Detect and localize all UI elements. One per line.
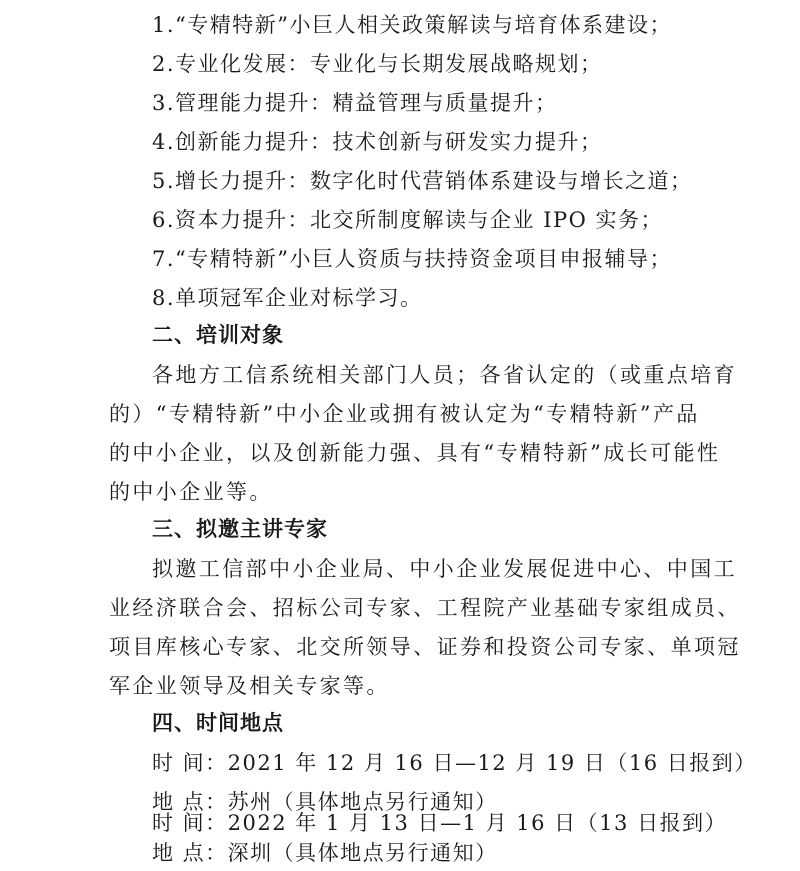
paragraph-line: 各地方工信系统相关部门人员；各省认定的（或重点培育	[152, 363, 737, 387]
list-item-5: 5.增长力提升：数字化时代营销体系建设与增长之道；	[152, 169, 693, 193]
list-item-6: 6.资本力提升：北交所制度解读与企业 IPO 实务；	[152, 208, 664, 232]
schedule-place-line: 地 点：苏州（具体地点另行通知）	[152, 790, 498, 814]
section-heading-experts: 三、拟邀主讲专家	[152, 517, 328, 541]
schedule-place-line: 地 点：深圳（具体地点另行通知）	[152, 841, 498, 865]
list-item-2: 2.专业化发展：专业化与长期发展战略规划；	[152, 52, 603, 76]
schedule-time-line: 时 间：2022 年 1 月 13 日—1 月 16 日（13 日报到）	[152, 811, 728, 835]
list-item-8: 8.单项冠军企业对标学习。	[152, 286, 423, 310]
paragraph-line: 的中小企业等。	[109, 480, 273, 504]
section-heading-training-target: 二、培训对象	[152, 323, 284, 347]
list-item-3: 3.管理能力提升：精益管理与质量提升；	[152, 91, 558, 115]
schedule-time-line: 时 间：2021 年 12 月 16 日—12 月 19 日（16 日报到）	[152, 751, 757, 775]
list-item-7: 7.“专精特新”小巨人资质与扶持资金项目申报辅导；	[152, 247, 673, 271]
list-item-4: 4.创新能力提升：技术创新与研发实力提升；	[152, 130, 603, 154]
paragraph-line: 的）“专精特新”中小企业或拥有被认定为“专精特新”产品	[109, 402, 700, 426]
paragraph-line: 军企业领导及相关专家等。	[109, 674, 390, 698]
list-item-1: 1.“专精特新”小巨人相关政策解读与培育体系建设；	[152, 13, 673, 37]
paragraph-line: 项目库核心专家、北交所领导、证券和投资公司专家、单项冠	[109, 635, 741, 659]
paragraph-line: 业经济联合会、招标公司专家、工程院产业基础专家组成员、	[109, 596, 741, 620]
paragraph-line: 拟邀工信部中小企业局、中小企业发展促进中心、中国工	[152, 557, 737, 581]
section-heading-time-place: 四、时间地点	[152, 711, 284, 735]
paragraph-line: 的中小企业，以及创新能力强、具有“专精特新”成长可能性	[109, 441, 721, 465]
